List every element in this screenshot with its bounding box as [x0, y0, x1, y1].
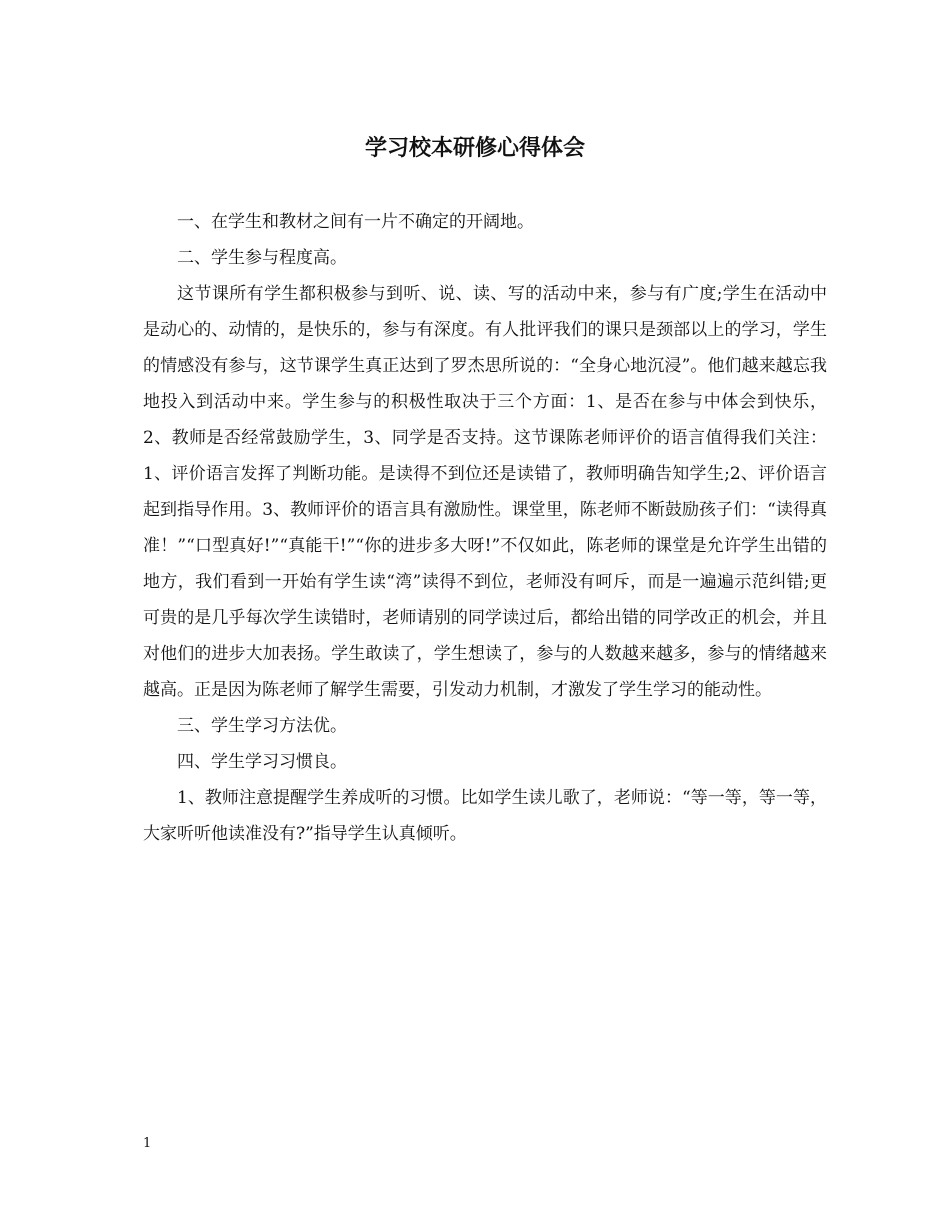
- paragraph-heading-1: 一、在学生和教材之间有一片不确定的开阔地。: [177, 212, 534, 232]
- paragraph-heading-3: 三、学生学习方法优。: [177, 716, 347, 736]
- document-body: [143, 204, 827, 852]
- paragraph-heading-2: 二、学生参与程度高。: [177, 248, 347, 268]
- paragraph-body-listening: 1、教师注意提醒学生养成听的习惯。比如学生读儿歌了，老师说：“等一等，等一等，大家听听他读准没有?”指导学生认真倾听。: [143, 788, 827, 844]
- page-number: 1: [143, 1136, 152, 1151]
- document-title: 学习校本研修心得体会: [364, 135, 585, 161]
- paragraph-body-main: 这节课所有学生都积极参与到听、说、读、写的活动中来，参与有广度;学生在活动中是动心的、动情的，是快乐的，参与有深度。有人批评我们的课只是颈部以上的学习，学生的情感没有参与，这节课学生真正达到了罗杰思所说的：“全身心地沉浸”。他们越来越忘我地投入到活动中来。学生参与的积极性取决于三个方面：1、是否在参与中体会到快乐，2、教师是否经常鼓励学生，3、同学是否支持。这节课陈老师评价的语言值得我们关注：1、评价语言发挥了判断功能。是读得不到位还是读错了，教师明确告知学生;2、评价语言起到指导作用。3、教师评价的语言具有激励性。课堂里，陈老师不断鼓励孩子们：“读得真准！”“口型真好!”“真能干!”“你的进步多大呀!”不仅如此，陈老师的课堂是允许学生出错的地方，我们看到一开始有学生读“湾”读得不到位，老师没有呵斥，而是一遍遍示范纠错;更可贵的是几乎每次学生读错时，老师请别的同学读过后，都给出错的同学改正的机会，并且对他们的进步大加表扬。学生敢读了，学生想读了，参与的人数越来越多，参与的情绪越来越高。正是因为陈老师了解学生需要，引发动力机制，才激发了学生学习的能动性。: [143, 284, 827, 700]
- paragraph-heading-4: 四、学生学习习惯良。: [177, 752, 347, 772]
